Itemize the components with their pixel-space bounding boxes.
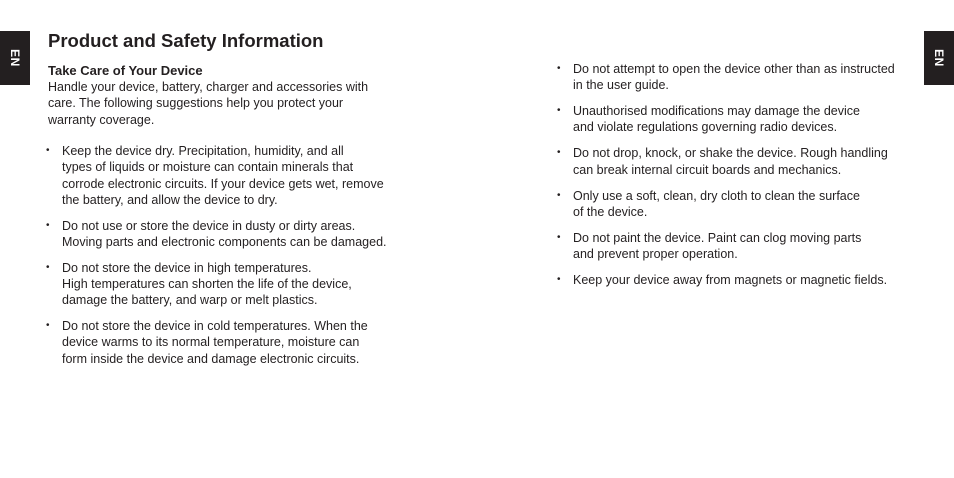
bullet-icon: • — [46, 219, 50, 231]
bullet-text — [573, 61, 907, 94]
bullet-line: form inside the device and damage electronic circuits. — [62, 351, 360, 366]
bullet-icon: • — [557, 273, 561, 285]
bullet-text — [573, 230, 907, 263]
bullet-text — [62, 318, 406, 367]
bullet-text — [573, 145, 907, 178]
bullet-text — [573, 272, 907, 288]
bullet-icon: • — [557, 147, 561, 159]
bullet-line: the battery, and allow the device to dry. — [62, 192, 278, 207]
bullet-item — [557, 103, 907, 136]
bullet-item — [46, 218, 406, 251]
bullet-icon: • — [557, 63, 561, 74]
language-tab-left — [0, 31, 30, 85]
bullet-text — [62, 218, 406, 251]
bullet-line: and violate regulations governing radio devices. — [573, 120, 838, 135]
language-tab-label: EN — [931, 49, 946, 67]
bullet-item — [557, 230, 907, 263]
language-tab-right — [924, 31, 954, 85]
bullet-icon: • — [557, 105, 561, 117]
page-title: Product and Safety Information — [48, 30, 324, 51]
bullet-line: Do not use or store the device in dusty or dirty areas. — [62, 218, 356, 233]
bullet-line: can break internal circuit boards and mechanics. — [573, 162, 842, 177]
bullet-line: Only use a soft, clean, dry cloth to clean the surface — [573, 188, 860, 203]
bullet-item — [557, 61, 907, 94]
section-heading: Take Care of Your Device — [48, 63, 203, 78]
bullet-item — [46, 318, 406, 367]
bullet-text — [573, 188, 907, 221]
bullet-line: types of liquids or moisture can contain minerals that — [62, 160, 354, 175]
bullet-line: and prevent proper operation. — [573, 247, 738, 262]
bullet-line: damage the battery, and warp or melt plastics. — [62, 293, 318, 308]
bullet-icon: • — [46, 320, 50, 332]
bullet-line: device warms to its normal temperature, moisture can — [62, 335, 360, 350]
bullet-line: Do not drop, knock, or shake the device. Rough handling — [573, 146, 888, 161]
bullet-line: Keep the device dry. Precipitation, humidity, and all — [62, 144, 344, 158]
bullet-line: High temperatures can shorten the life of the device, — [62, 277, 352, 292]
bullet-line: in the user guide. — [573, 78, 669, 93]
intro-line: Handle your device, battery, charger and accessories with — [48, 80, 369, 94]
language-tab-label: EN — [7, 49, 22, 67]
bullet-item — [557, 145, 907, 178]
left-bullet-list — [46, 143, 406, 377]
bullet-item — [46, 260, 406, 309]
bullet-text — [62, 143, 406, 208]
bullet-item — [557, 188, 907, 221]
right-bullet-list — [557, 61, 907, 298]
bullet-line: Do not store the device in high temperatures. — [62, 260, 312, 275]
intro-line: care. The following suggestions help you protect your — [48, 96, 344, 111]
bullet-line: Keep your device away from magnets or magnetic fields. — [573, 272, 888, 287]
bullet-line: of the device. — [573, 204, 648, 219]
bullet-icon: • — [557, 189, 561, 201]
intro-line: warranty coverage. — [48, 112, 155, 127]
bullet-text — [62, 260, 406, 309]
bullet-item — [557, 272, 907, 288]
bullet-line: corrode electronic circuits. If your device gets wet, remove — [62, 176, 384, 191]
bullet-line: Do not store the device in cold temperatures. When the — [62, 319, 368, 334]
bullet-line: Moving parts and electronic components can be damaged. — [62, 234, 387, 249]
bullet-icon: • — [46, 261, 50, 273]
bullet-line: Do not paint the device. Paint can clog moving parts — [573, 230, 862, 245]
bullet-icon: • — [557, 231, 561, 243]
bullet-line: Unauthorised modifications may damage the device — [573, 104, 860, 119]
bullet-line: Do not attempt to open the device other than as instructed — [573, 62, 895, 76]
bullet-text — [573, 103, 907, 136]
bullet-item — [46, 143, 406, 208]
intro-paragraph — [48, 79, 388, 128]
bullet-icon: • — [46, 145, 50, 156]
